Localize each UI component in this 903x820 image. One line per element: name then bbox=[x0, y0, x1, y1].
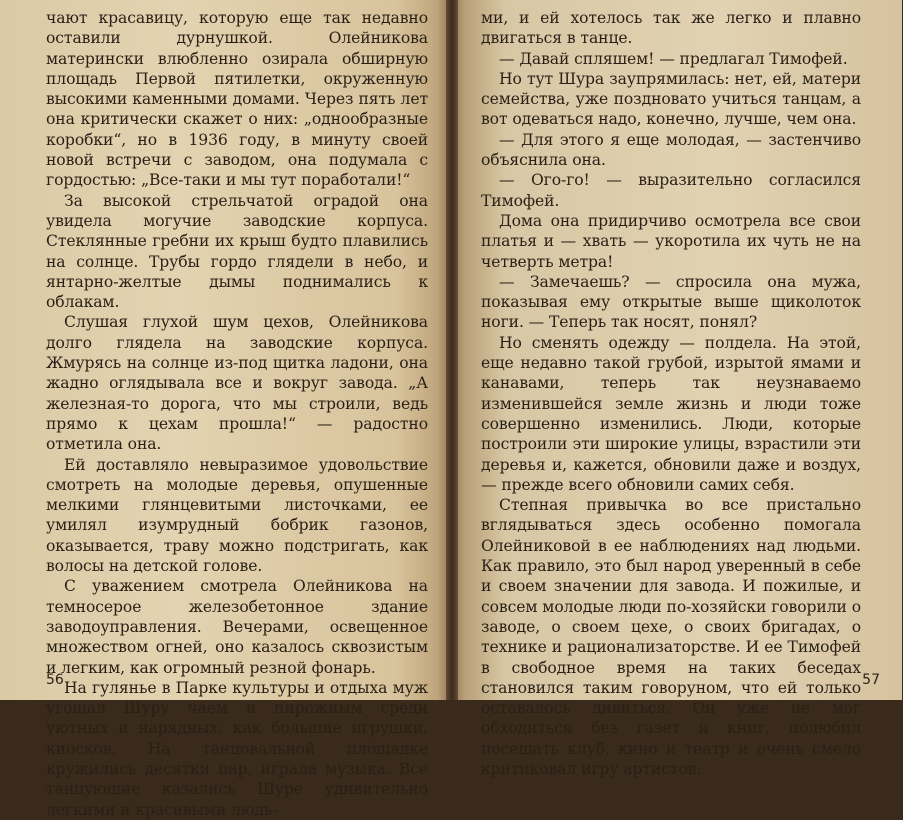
right-paragraph-2: — Давай спляшем! — предлагал Тимофей. bbox=[499, 49, 848, 68]
left-paragraph-3: Слушая глухой шум цехов, Олейникова долго глядела на заводские корпуса. Жмурясь на солнце из-под щитка ладони, она жадно оглядывала все и вокруг завода. „А железная-то дорога, что мы строили, ведь прямо к цехам прошла!“ — радостно отметила она. bbox=[46, 313, 428, 454]
right-page bbox=[451, 0, 902, 778]
right-paragraph-9: Степная привычка во все пристально вглядываться здесь особенно помогала Олейниковой в ее наблюдениях над людьми. Как правило, это был народ уверенный в себе и своем значении для завода. И пожилые, и совсем молодые люди по-хозяйски говорили о заводе, о своем цехе, о своих бригадах, о технике и рационализаторстве. И ее Тимофей в свободное время на таких беседах становился таким говоруном, что ей только оставалось дивиться. Он уже не мог обходиться без газет и книг, полюбил посещать клуб, кино и театр и очень смело критиковал игру артистов: bbox=[481, 496, 861, 778]
right-paragraph-5: — Ого-го! — выразительно согласился Тимофей. bbox=[481, 171, 861, 210]
right-paragraph-3: Но тут Шура заупрямилась: нет, ей, матери семейства, уже поздновато учиться танцам, а вот одеваться надо, конечно, лучше, чем она. bbox=[481, 69, 861, 129]
left-paragraph-1: чают красавицу, которую еще так недавно оставили дурнушкой. Олейникова матерински влюбленно озирала обширную площадь Первой пятилетки, окруженную высокими каменными домами. Через пять лет она критически скажет о них: „однообразные коробки“, но в 1936 году, в минуту своей новой встречи с заводом, она подумала с гордостью: „Все-таки и мы тут поработали!“ bbox=[46, 9, 428, 190]
left-paragraph-2: За высокой стрельчатой оградой она увидела могучие заводские корпуса. Стеклянные гребни их крыш будто плавились на солнце. Трубы гордо глядели в небо, и янтарно-желтые дымы поднимались к облакам. bbox=[46, 191, 428, 312]
right-paragraph-6: Дома она придирчиво осмотрела все свои платья и — хвать — укоротила их чуть не на четверть метра! bbox=[481, 211, 861, 271]
left-page bbox=[0, 0, 451, 819]
left-paragraph-6: На гулянье в Парке культуры и отдыха муж угощал Шуру чаем и пирожным среди уютных и нарядных, как большие игрушки, киосков. На танцовальной площадке кружились десятки пар, играла музыка. Все танцующие казались Шуре удивительно легкими и красивыми людь- bbox=[46, 678, 428, 819]
right-paragraph-1: ми, и ей хотелось так же легко и плавно двигаться в танце. bbox=[481, 9, 861, 48]
right-page-text bbox=[481, 8, 861, 779]
right-paragraph-4: — Для этого я еще молодая, — застенчиво объяснила она. bbox=[481, 130, 861, 170]
book-gutter bbox=[446, 0, 458, 700]
right-paragraph-8: Но сменять одежду — полдела. На этой, еще недавно такой грубой, изрытой ямами и канавами, теперь так неузнаваемо изменившейся земле жизнь и люди тоже совершенно изменились. Люди, которые построили эти широкие улицы, взрастили эти деревья и, кажется, обновили даже и воздух, — прежде всего обновили самих себя. bbox=[481, 333, 861, 494]
right-paragraph-7: — Замечаешь? — спросила она мужа, показывая ему открытые выше щиколоток ноги. — Теперь так носят, понял? bbox=[481, 272, 861, 332]
left-paragraph-4: Ей доставляло невыразимое удовольствие смотреть на молодые деревья, опушенные мелкими глянцевитыми листочками, ее умилял изумрудный бобрик газонов, оказывается, траву можно подстригать, как волосы на детской голове. bbox=[46, 455, 428, 576]
right-page-number: 57 bbox=[862, 672, 880, 688]
left-page-text bbox=[46, 8, 428, 820]
left-page-number: 56 bbox=[46, 672, 64, 688]
left-paragraph-5: С уважением смотрела Олейникова на темносерое железобетонное здание заводоуправления. Вечерами, освещенное множеством огней, оно казалось сквозистым и легким, как огромный резной фонарь. bbox=[46, 577, 428, 677]
